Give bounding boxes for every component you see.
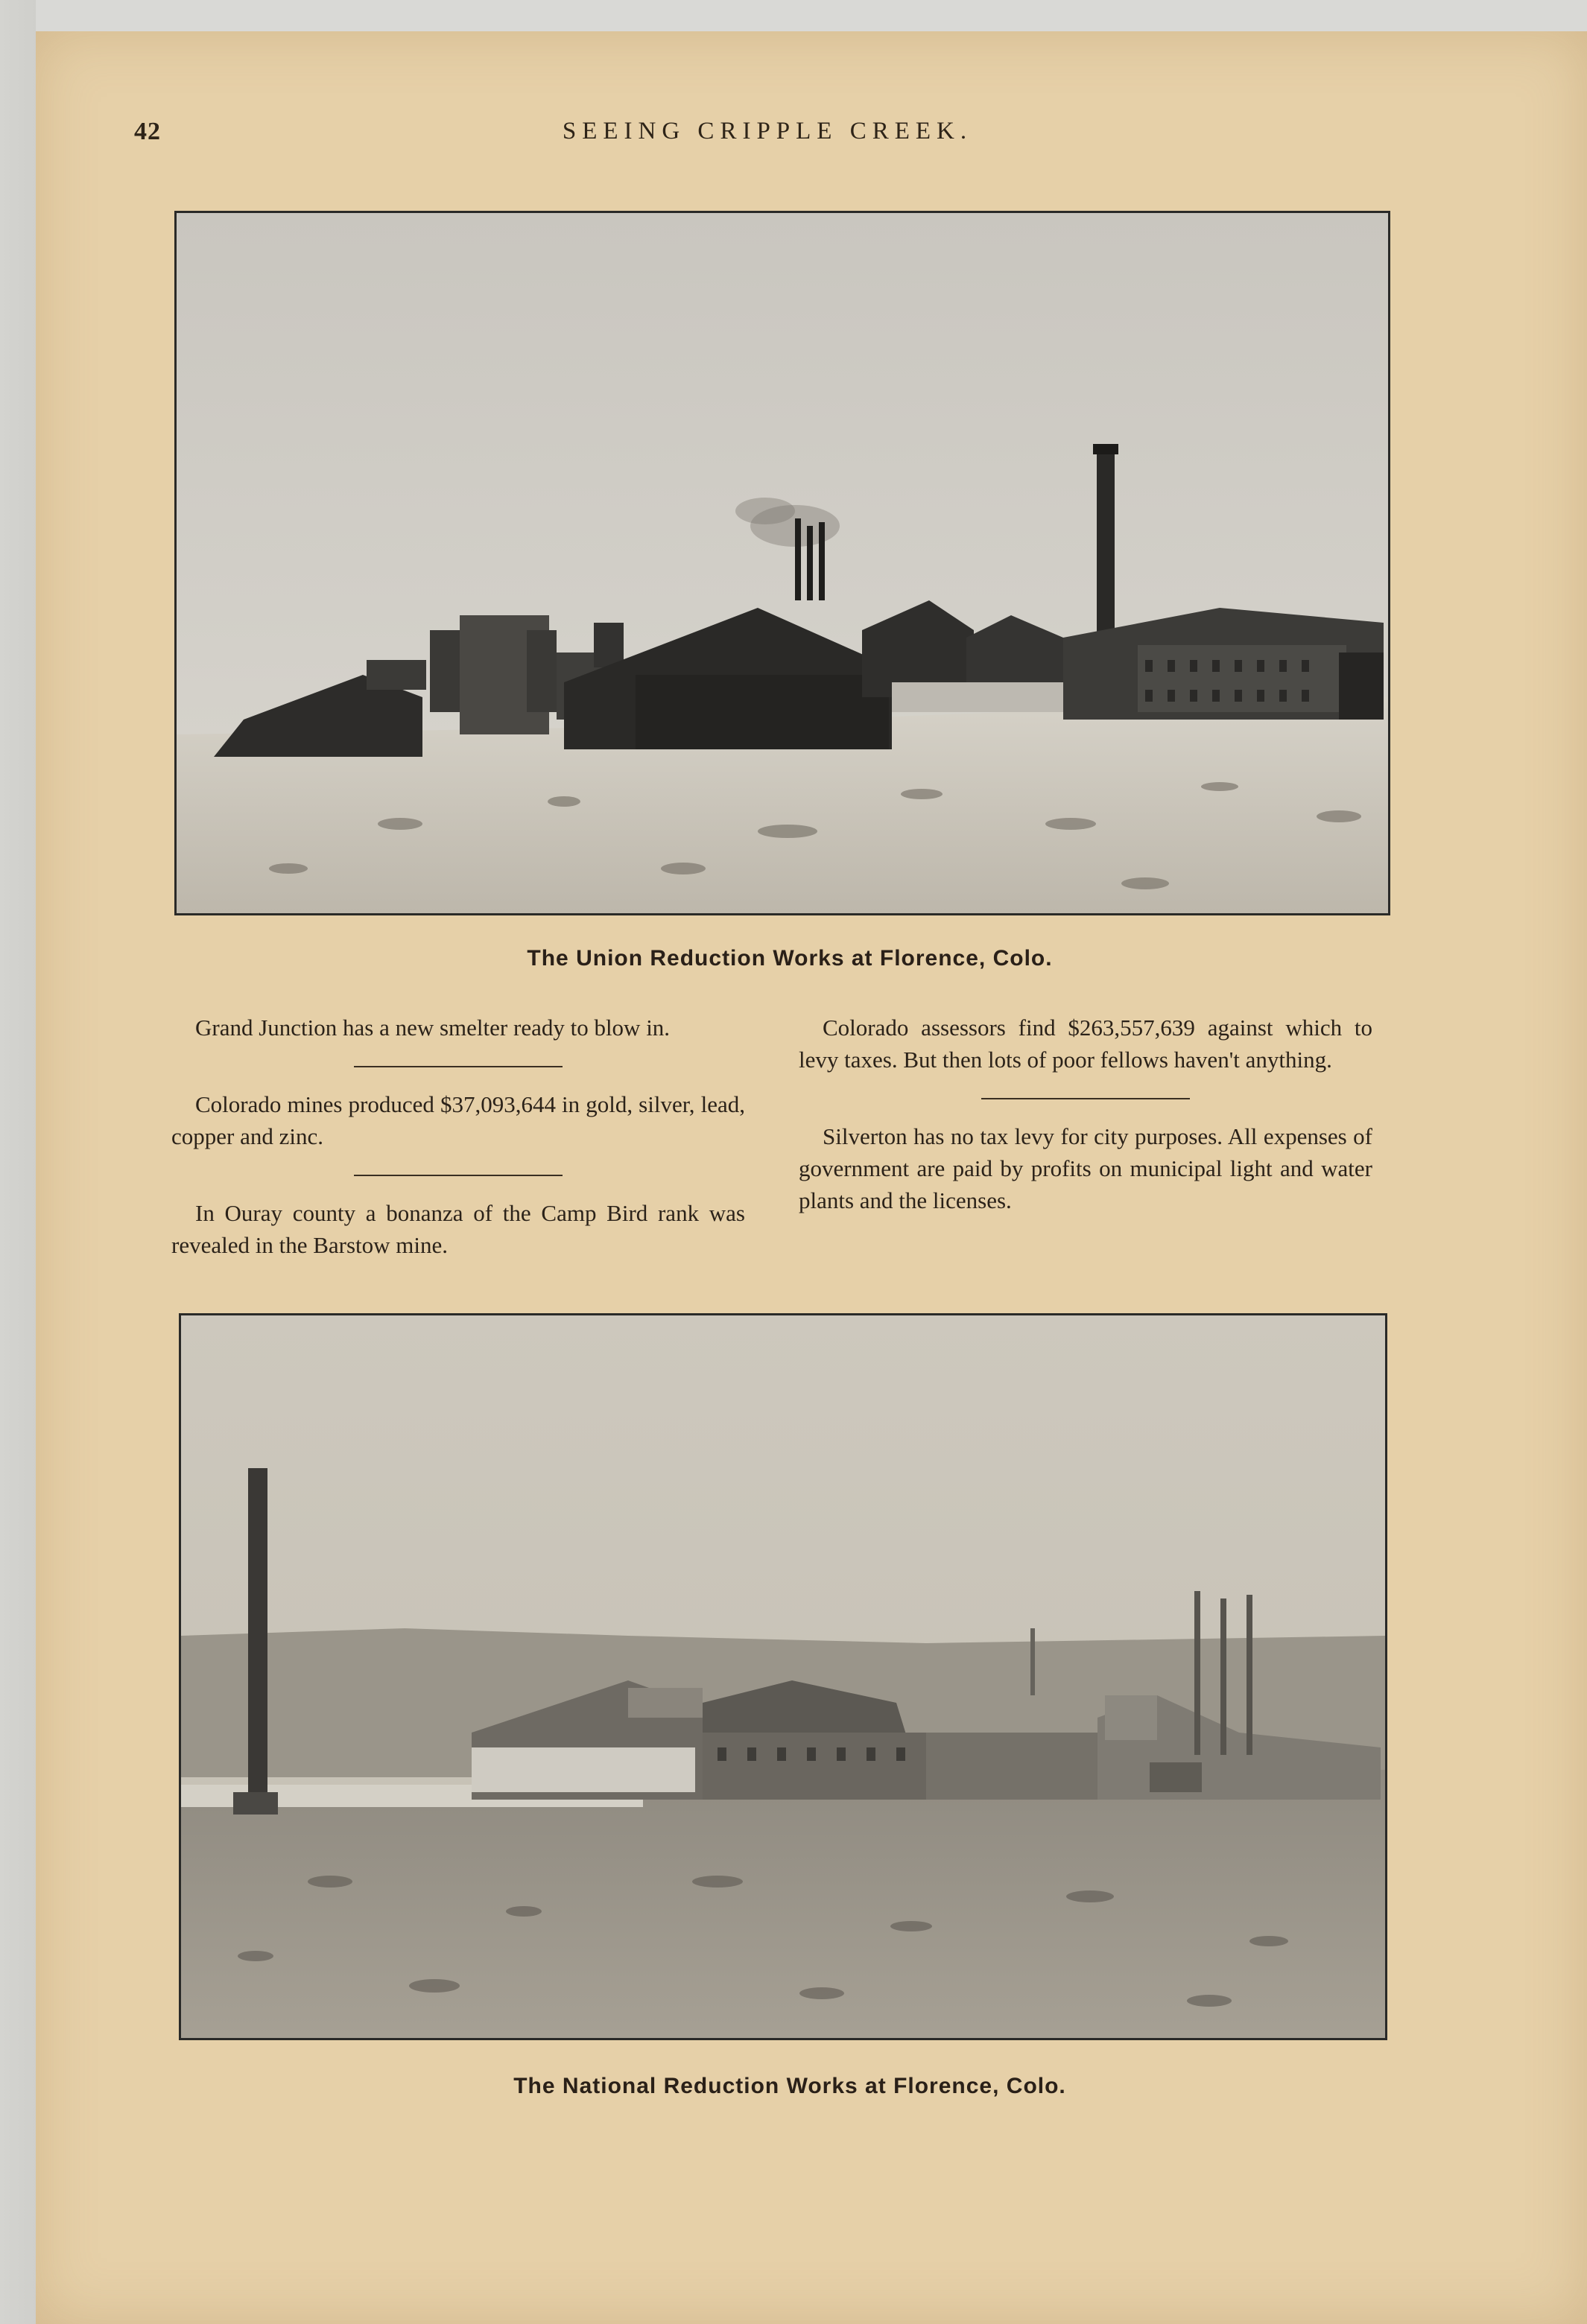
column-divider: [981, 1098, 1190, 1099]
page-header: [134, 104, 1401, 149]
paragraph-silverton: Silverton has no tax levy for city purposes. All expenses of government are paid by profits on municipal light and water plants and the licenses.: [799, 1123, 1372, 1213]
paragraph-colorado-mines: Colorado mines produced $37,093,644 in gold, silver, lead, copper and zinc.: [171, 1091, 745, 1149]
column-divider: [354, 1175, 563, 1176]
paragraph-grand-junction: Grand Junction has a new smelter ready to blow in.: [195, 1015, 671, 1041]
paragraph-ouray-county: In Ouray county a bonanza of the Camp Bird rank was revealed in the Barstow mine.: [171, 1200, 745, 1258]
top-photo-caption: The Union Reduction Works at Florence, Colo.: [527, 946, 1053, 971]
national-works-illustration: [181, 1315, 1385, 2038]
column-divider: [354, 1066, 563, 1067]
union-reduction-works-photo: [174, 211, 1390, 915]
bottom-photo-caption: The National Reduction Works at Florence, Colo.: [513, 2074, 1066, 2098]
running-title: SEEING CRIPPLE CREEK.: [562, 118, 973, 145]
national-reduction-works-photo: [179, 1313, 1387, 2040]
paragraph-colorado-assessors: Colorado assessors find $263,557,639 against which to levy taxes. But then lots of poor fellows haven't anything.: [799, 1015, 1372, 1073]
page-number: 42: [134, 118, 161, 145]
left-text-column: [171, 1012, 745, 1261]
union-works-illustration: [177, 213, 1388, 913]
scan-background: [0, 0, 36, 2324]
right-text-column: [799, 1012, 1372, 1216]
